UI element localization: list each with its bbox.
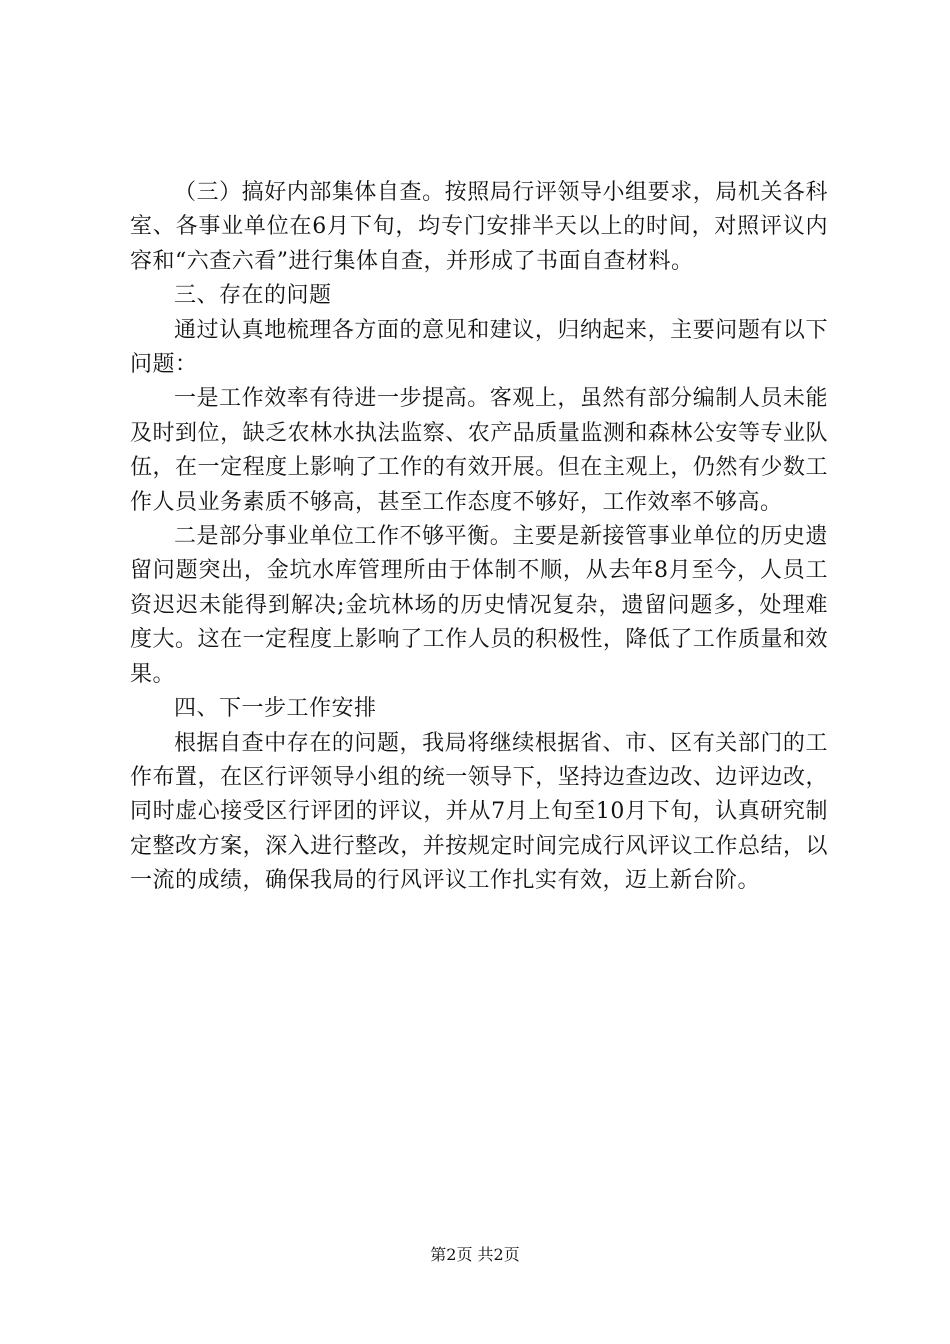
paragraph-problem-balance: 二是部分事业单位工作不够平衡。主要是新接管事业单位的历史遗留问题突出，金坑水库管理所由于体制不顺，从去年8月至今，人员工资迟迟未能得到解决;金坑林场的历史情况复杂，遗留问题多，处理难度大。这在一定程度上影响了工作人员的积极性，降低了工作质量和效果。 [130,524,828,687]
paragraph-next-steps: 根据自查中存在的问题，我局将继续根据省、市、区有关部门的工作布置，在区行评领导小组的统一领导下，坚持边查边改、边评边改，同时虚心接受区行评团的评议，并从7月上旬至10月下旬，认真研究制定整改方案，深入进行整改，并按规定时间完成行风评议工作总结，以一流的成绩，确保我局的行风评议工作扎实有效，迈上新台阶。 [130,730,828,894]
heading-next-steps: 四、下一步工作安排 [174,696,377,722]
paragraph-problems-intro: 通过认真地梳理各方面的意见和建议，归纳起来，主要问题有以下问题： [130,317,828,378]
heading-existing-problems: 三、存在的问题 [174,283,332,309]
paragraph-self-inspection: （三）搞好内部集体自查。按照局行评领导小组要求，局机关各科室、各事业单位在6月下旬，均专门安排半天以上的时间，对照评议内容和“六查六看”进行集体自查，并形成了书面自查材料。 [130,180,828,274]
document-body [130,176,828,899]
paragraph-problem-efficiency: 一是工作效率有待进一步提高。客观上，虽然有部分编制人员未能及时到位，缺乏农林水执法监察、农产品质量监测和森林公安等专业队伍，在一定程度上影响了工作的有效开展。但在主观上，仍然有少数工作人员业务素质不够高，甚至工作态度不够好，工作效率不够高。 [130,386,828,515]
page-number-footer: 第2页 共2页 [430,1245,520,1264]
